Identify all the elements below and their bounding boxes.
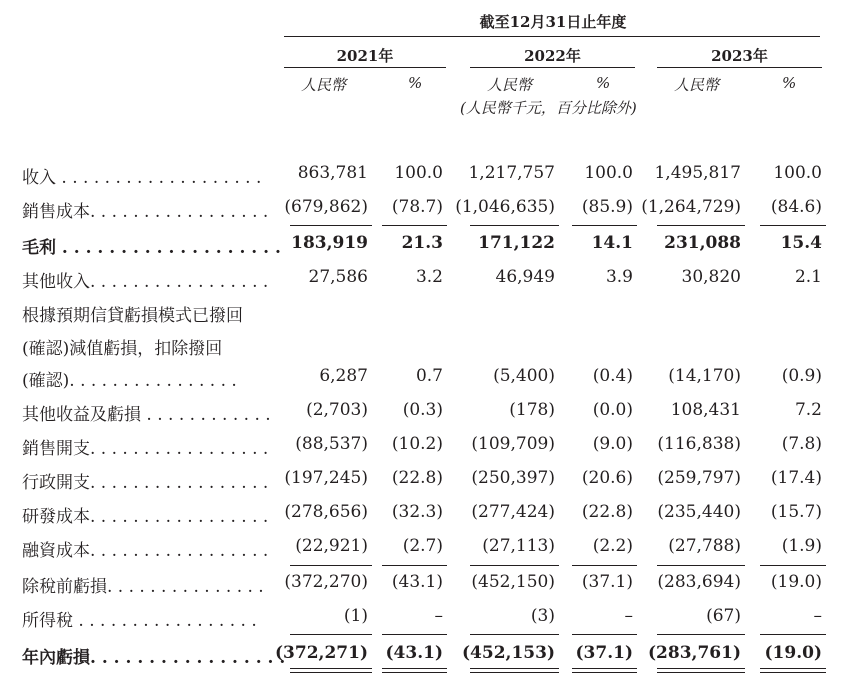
year-2021: 2021年 bbox=[336, 47, 394, 65]
double-rule-top-2023-percent bbox=[760, 668, 826, 669]
subtotal-rule-gross-profit-2022-percent bbox=[572, 225, 637, 226]
subtotal-rule-loss-for-year-2021-percent bbox=[382, 634, 447, 635]
cell-income-tax-2021-percent: – bbox=[434, 606, 443, 626]
cell-cost-of-sales-2022-amount: (1,046,635) bbox=[455, 197, 555, 217]
cell-revenue-2021-percent: 100.0 bbox=[394, 163, 443, 183]
subtotal-rule-loss-for-year-2022-percent bbox=[572, 634, 637, 635]
row-label-cost-of-sales: 銷售成本. . . . . . . . . . . . . . . . . bbox=[22, 202, 269, 222]
cell-cost-of-sales-2021-amount: (679,862) bbox=[284, 197, 368, 217]
cell-credit-loss-2021-percent: 0.7 bbox=[415, 366, 443, 386]
row-label-gross-profit: 毛利 . . . . . . . . . . . . . . . . . . . bbox=[22, 238, 281, 258]
cell-loss-for-year-2023-percent: (19.0) bbox=[764, 643, 822, 663]
row-label-finance-costs: 融資成本. . . . . . . . . . . . . . . . . bbox=[22, 541, 269, 561]
subtotal-rule-gross-profit-2022-amount bbox=[470, 225, 559, 226]
double-rule-bottom-2023-percent bbox=[760, 672, 826, 673]
year-2022: 2022年 bbox=[524, 47, 581, 65]
cell-other-income-2023-amount: 30,820 bbox=[681, 267, 741, 287]
row-label-loss-before-tax: 除稅前虧損. . . . . . . . . . . . . . . bbox=[22, 577, 264, 597]
double-rule-bottom-2021-percent bbox=[382, 672, 447, 673]
row-label-income-tax: 所得稅 . . . . . . . . . . . . . . . . . bbox=[22, 611, 257, 631]
row-label-credit-loss-2: (確認)減值虧損，扣除撥回 bbox=[22, 339, 223, 359]
percent-label-2021: % bbox=[408, 74, 423, 92]
cell-admin-expenses-2021-amount: (197,245) bbox=[284, 468, 368, 488]
cell-other-income-2022-amount: 46,949 bbox=[495, 267, 555, 287]
cell-loss-before-tax-2021-percent: (43.1) bbox=[391, 572, 443, 592]
cell-loss-before-tax-2023-amount: (283,694) bbox=[657, 572, 741, 592]
year-2023: 2023年 bbox=[711, 47, 768, 65]
cell-income-tax-2022-amount: (3) bbox=[530, 606, 555, 626]
cell-cost-of-sales-2022-percent: (85.9) bbox=[581, 197, 633, 217]
cell-gross-profit-2021-amount: 183,919 bbox=[291, 233, 368, 253]
unit-note: (人民幣千元，百分比除外) bbox=[460, 99, 637, 117]
cell-loss-for-year-2022-percent: (37.1) bbox=[575, 643, 633, 663]
cell-other-gains-losses-2023-percent: 7.2 bbox=[794, 400, 822, 420]
cell-cost-of-sales-2021-percent: (78.7) bbox=[391, 197, 443, 217]
cell-loss-for-year-2023-amount: (283,761) bbox=[648, 643, 741, 663]
cell-finance-costs-2022-percent: (2.2) bbox=[592, 536, 633, 556]
cell-admin-expenses-2023-percent: (17.4) bbox=[770, 468, 822, 488]
subtotal-rule-gross-profit-2023-amount bbox=[657, 225, 745, 226]
cell-gross-profit-2023-percent: 15.4 bbox=[780, 233, 822, 253]
cell-finance-costs-2021-amount: (22,921) bbox=[295, 536, 368, 556]
period-title: 截至12月31日止年度 bbox=[479, 13, 627, 31]
percent-label-2023: % bbox=[782, 74, 797, 92]
cell-selling-expenses-2022-amount: (109,709) bbox=[471, 434, 555, 454]
cell-cost-of-sales-2023-percent: (84.6) bbox=[770, 197, 822, 217]
double-rule-top-2022-amount bbox=[470, 668, 559, 669]
amount-label-2023: 人民幣 bbox=[674, 76, 720, 94]
cell-selling-expenses-2023-percent: (7.8) bbox=[781, 434, 822, 454]
double-rule-top-2021-percent bbox=[382, 668, 447, 669]
subtotal-rule-loss-for-year-2022-amount bbox=[470, 634, 559, 635]
cell-credit-loss-2023-percent: (0.9) bbox=[781, 366, 822, 386]
cell-loss-before-tax-2021-amount: (372,270) bbox=[284, 572, 368, 592]
cell-gross-profit-2023-amount: 231,088 bbox=[664, 233, 741, 253]
cell-other-gains-losses-2023-amount: 108,431 bbox=[670, 400, 741, 420]
row-label-admin-expenses: 行政開支. . . . . . . . . . . . . . . . . bbox=[22, 473, 269, 493]
cell-revenue-2021-amount: 863,781 bbox=[297, 163, 368, 183]
cell-rd-costs-2023-amount: (235,440) bbox=[657, 502, 741, 522]
cell-gross-profit-2022-percent: 14.1 bbox=[591, 233, 633, 253]
subtotal-rule-gross-profit-2021-percent bbox=[382, 225, 447, 226]
cell-selling-expenses-2023-amount: (116,838) bbox=[657, 434, 741, 454]
cell-other-income-2023-percent: 2.1 bbox=[794, 267, 822, 287]
cell-rd-costs-2022-amount: (277,424) bbox=[471, 502, 555, 522]
cell-admin-expenses-2022-percent: (20.6) bbox=[581, 468, 633, 488]
cell-selling-expenses-2021-percent: (10.2) bbox=[391, 434, 443, 454]
cell-loss-before-tax-2023-percent: (19.0) bbox=[770, 572, 822, 592]
row-label-other-gains-losses: 其他收益及虧損 . . . . . . . . . . . . bbox=[22, 405, 271, 425]
cell-credit-loss-2022-amount: (5,400) bbox=[493, 366, 555, 386]
cell-loss-for-year-2021-amount: (372,271) bbox=[275, 643, 368, 663]
header-rule bbox=[284, 36, 820, 37]
amount-label-2022: 人民幣 bbox=[487, 76, 533, 94]
cell-loss-before-tax-2022-amount: (452,150) bbox=[471, 572, 555, 592]
cell-selling-expenses-2022-percent: (9.0) bbox=[592, 434, 633, 454]
double-rule-top-2021-amount bbox=[290, 668, 372, 669]
subtotal-rule-loss-before-tax-2021-percent bbox=[382, 565, 447, 566]
cell-other-gains-losses-2021-percent: (0.3) bbox=[402, 400, 443, 420]
cell-finance-costs-2023-amount: (27,788) bbox=[668, 536, 741, 556]
cell-loss-for-year-2021-percent: (43.1) bbox=[385, 643, 443, 663]
subtotal-rule-loss-before-tax-2022-amount bbox=[470, 565, 559, 566]
row-label-rd-costs: 研發成本. . . . . . . . . . . . . . . . . bbox=[22, 507, 269, 527]
cell-other-gains-losses-2022-percent: (0.0) bbox=[592, 400, 633, 420]
cell-other-gains-losses-2021-amount: (2,703) bbox=[306, 400, 368, 420]
double-rule-bottom-2023-amount bbox=[657, 672, 745, 673]
year-rule-2022 bbox=[470, 67, 635, 68]
cell-gross-profit-2021-percent: 21.3 bbox=[401, 233, 443, 253]
cell-revenue-2022-amount: 1,217,757 bbox=[468, 163, 555, 183]
cell-loss-for-year-2022-amount: (452,153) bbox=[462, 643, 555, 663]
cell-credit-loss-2023-amount: (14,170) bbox=[668, 366, 741, 386]
subtotal-rule-loss-for-year-2021-amount bbox=[290, 634, 372, 635]
row-label-selling-expenses: 銷售開支. . . . . . . . . . . . . . . . . bbox=[22, 439, 269, 459]
cell-finance-costs-2021-percent: (2.7) bbox=[402, 536, 443, 556]
cell-gross-profit-2022-amount: 171,122 bbox=[478, 233, 555, 253]
cell-credit-loss-2021-amount: 6,287 bbox=[319, 366, 368, 386]
row-label-revenue: 收入 . . . . . . . . . . . . . . . . . . . bbox=[22, 168, 262, 188]
amount-label-2021: 人民幣 bbox=[301, 76, 347, 94]
cell-admin-expenses-2023-amount: (259,797) bbox=[657, 468, 741, 488]
cell-admin-expenses-2022-amount: (250,397) bbox=[471, 468, 555, 488]
row-label-loss-for-year: 年內虧損. . . . . . . . . . . . . . . . . bbox=[22, 648, 286, 668]
double-rule-top-2023-amount bbox=[657, 668, 745, 669]
cell-other-gains-losses-2022-amount: (178) bbox=[509, 400, 555, 420]
subtotal-rule-loss-before-tax-2022-percent bbox=[572, 565, 637, 566]
cell-income-tax-2023-amount: (67) bbox=[706, 606, 741, 626]
row-label-credit-loss-3: (確認). . . . . . . . . . . . . . . . bbox=[22, 371, 237, 391]
cell-rd-costs-2023-percent: (15.7) bbox=[770, 502, 822, 522]
cell-rd-costs-2022-percent: (22.8) bbox=[581, 502, 633, 522]
cell-revenue-2023-amount: 1,495,817 bbox=[654, 163, 741, 183]
cell-rd-costs-2021-amount: (278,656) bbox=[284, 502, 368, 522]
cell-other-income-2022-percent: 3.9 bbox=[605, 267, 633, 287]
double-rule-bottom-2022-amount bbox=[470, 672, 559, 673]
cell-revenue-2023-percent: 100.0 bbox=[773, 163, 822, 183]
cell-other-income-2021-amount: 27,586 bbox=[308, 267, 368, 287]
cell-finance-costs-2022-amount: (27,113) bbox=[482, 536, 555, 556]
cell-income-tax-2022-percent: – bbox=[624, 606, 633, 626]
double-rule-top-2022-percent bbox=[572, 668, 637, 669]
cell-cost-of-sales-2023-amount: (1,264,729) bbox=[641, 197, 741, 217]
subtotal-rule-loss-for-year-2023-amount bbox=[657, 634, 745, 635]
cell-loss-before-tax-2022-percent: (37.1) bbox=[581, 572, 633, 592]
cell-revenue-2022-percent: 100.0 bbox=[584, 163, 633, 183]
cell-finance-costs-2023-percent: (1.9) bbox=[781, 536, 822, 556]
cell-selling-expenses-2021-amount: (88,537) bbox=[295, 434, 368, 454]
subtotal-rule-gross-profit-2021-amount bbox=[290, 225, 372, 226]
subtotal-rule-loss-for-year-2023-percent bbox=[760, 634, 826, 635]
cell-income-tax-2021-amount: (1) bbox=[343, 606, 368, 626]
cell-income-tax-2023-percent: – bbox=[813, 606, 822, 626]
cell-admin-expenses-2021-percent: (22.8) bbox=[391, 468, 443, 488]
year-rule-2021 bbox=[284, 67, 446, 68]
subtotal-rule-loss-before-tax-2021-amount bbox=[290, 565, 372, 566]
row-label-credit-loss: 根據預期信貸虧損模式已撥回 bbox=[22, 306, 243, 326]
cell-other-income-2021-percent: 3.2 bbox=[415, 267, 443, 287]
cell-rd-costs-2021-percent: (32.3) bbox=[391, 502, 443, 522]
year-rule-2023 bbox=[657, 67, 822, 68]
subtotal-rule-gross-profit-2023-percent bbox=[760, 225, 826, 226]
double-rule-bottom-2021-amount bbox=[290, 672, 372, 673]
cell-credit-loss-2022-percent: (0.4) bbox=[592, 366, 633, 386]
double-rule-bottom-2022-percent bbox=[572, 672, 637, 673]
percent-label-2022: % bbox=[596, 74, 611, 92]
subtotal-rule-loss-before-tax-2023-percent bbox=[760, 565, 826, 566]
row-label-other-income: 其他收入. . . . . . . . . . . . . . . . . bbox=[22, 272, 269, 292]
subtotal-rule-loss-before-tax-2023-amount bbox=[657, 565, 745, 566]
